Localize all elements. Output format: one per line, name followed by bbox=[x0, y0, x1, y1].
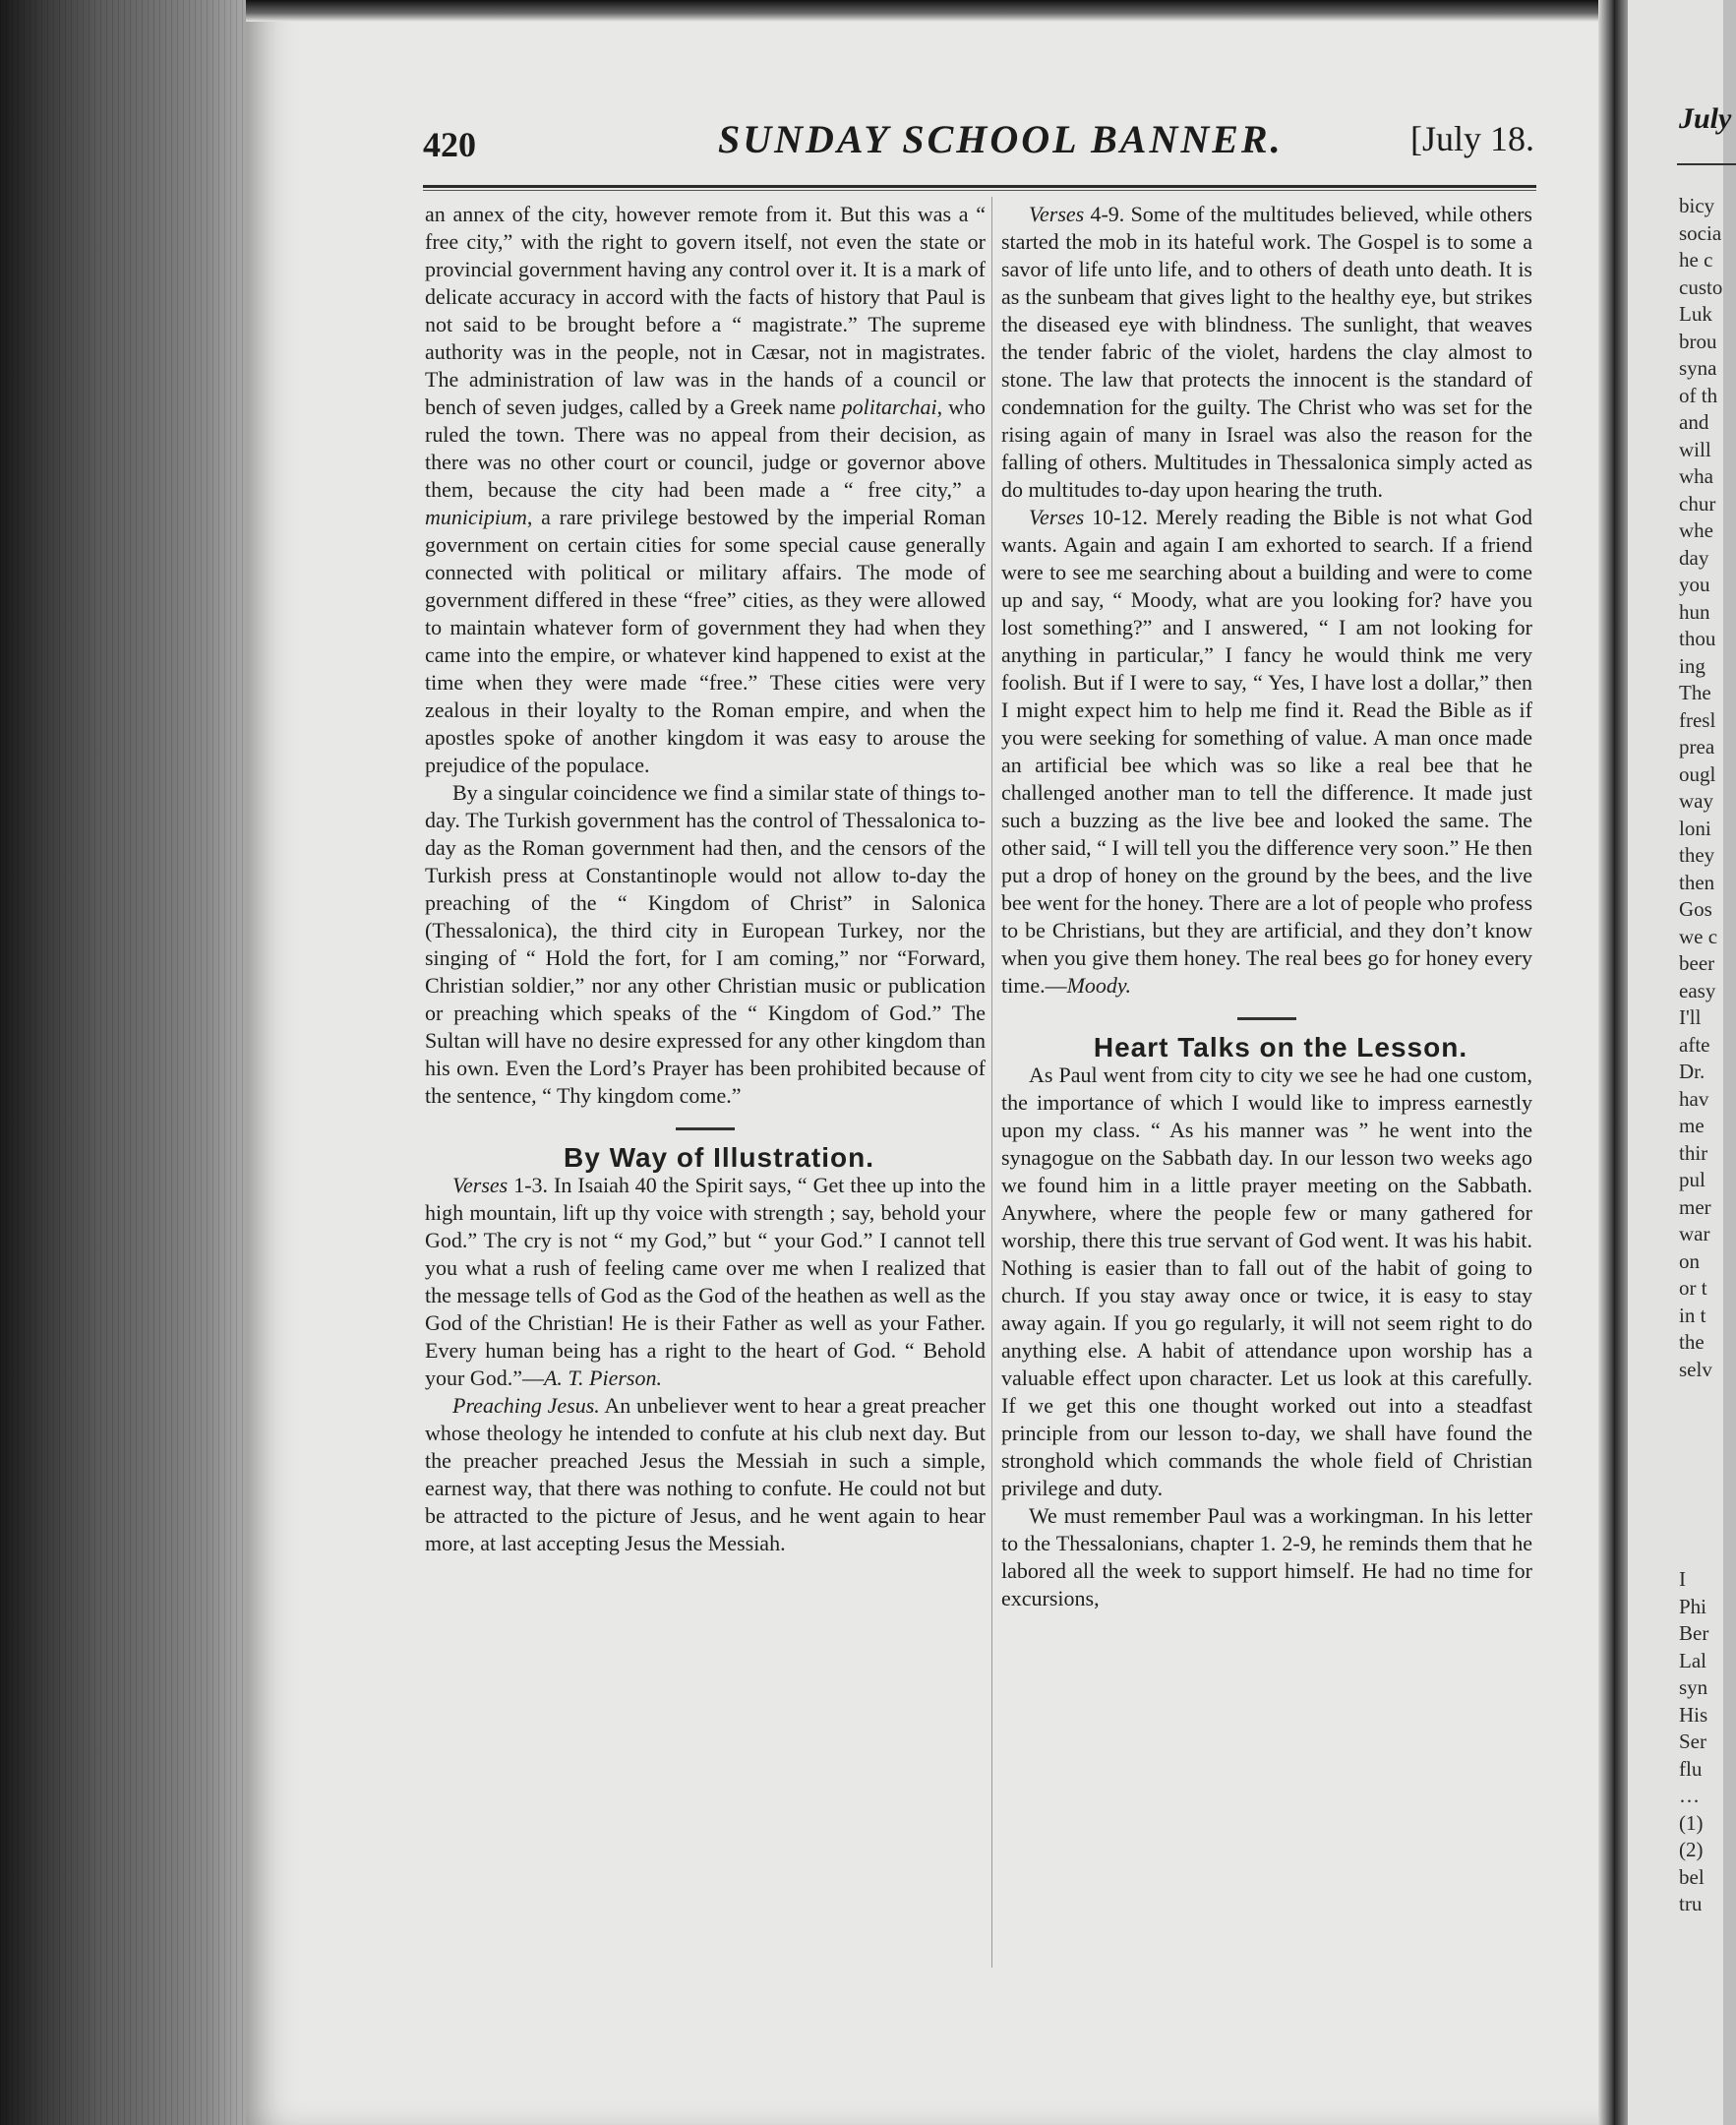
facing-page-line: me bbox=[1679, 1114, 1705, 1137]
facing-page-line: I'll bbox=[1679, 1005, 1702, 1029]
facing-page-line: beer bbox=[1679, 951, 1715, 975]
facing-page-rule bbox=[1677, 163, 1736, 165]
facing-page-lower-line: flu bbox=[1679, 1756, 1703, 1781]
top-shadow bbox=[246, 0, 1618, 22]
paragraph-turkish-government: By a singular coincidence we find a similar state of things to-day. The Turkish government has the control of Thessalonica to-day as the Roman government had then, and the censors of the Turkish press at Constantinople would not allow to-day the preaching of the “ Kingdom of Christ” in Salonica (Thessalonica), the third city in European Turkey, nor the singing of “ Hold the fort, for I am coming,” nor “Forward, Christian soldier,” nor any other Christian music or publication or preaching which speaks of the “ Kingdom of God.” The Sultan will have no desire expressed for any other kingdom than his own. Even the Lord’s Prayer has been prohibited because of the sentence, “ Thy kingdom come.” bbox=[425, 780, 986, 1108]
facing-page-line: we c bbox=[1679, 924, 1718, 948]
section-heading-heart-talks: Heart Talks on the Lesson. bbox=[1093, 1032, 1468, 1062]
facing-page-line: they bbox=[1679, 843, 1715, 867]
facing-page-header: July bbox=[1679, 102, 1732, 135]
facing-page-line: The bbox=[1679, 681, 1711, 704]
facing-page-line: or t bbox=[1679, 1276, 1707, 1300]
paragraph-workingman: We must remember Paul was a workingman. In his letter to the Thessalonians, chapter 1. 2-9, he reminds them that he labored all the week to support himself. He had no time for excursions, bbox=[1001, 1503, 1532, 1610]
header-rule bbox=[423, 185, 1536, 188]
facing-page-line: mer bbox=[1679, 1194, 1711, 1219]
facing-page-line: prea bbox=[1679, 735, 1715, 759]
facing-page-line: he c bbox=[1679, 248, 1713, 272]
facing-page-line: easy bbox=[1679, 978, 1716, 1002]
facing-page-line: war bbox=[1679, 1222, 1710, 1245]
facing-page-line: you bbox=[1679, 573, 1710, 596]
facing-page-line: socia bbox=[1679, 220, 1722, 245]
paragraph-paul-custom: As Paul went from city to city we see he had one custom, the importance of which I would like to impress earnestly upon my class. “ As his manner was ” he went into the synagogue on the Sabbath day. In our lesson two weeks ago we found him in a little prayer meeting on the Sabbath. Anywhere, where the people few or many gathered for worship, there this true servant of God went. It was his habit. Nothing is easier than to fall out of the habit of going to church. If you stay away once or twice, it is easy to stay away again. If you go regularly, it will not seem right to do anything else. A habit of attendance upon worship has a valuable effect upon character. Let us look at this carefully. If we get this one thought worked out into a steadfast principle from our lesson to-day, we shall have found the stronghold which commands the whole field of Christian privilege and duty. bbox=[1001, 1062, 1532, 1500]
left-column bbox=[425, 201, 986, 1557]
facing-page-line: will bbox=[1679, 437, 1711, 461]
facing-page-lower-line: bel bbox=[1679, 1864, 1705, 1889]
facing-page-line: the bbox=[1679, 1330, 1705, 1354]
facing-page-line: brou bbox=[1679, 329, 1717, 353]
facing-page-lower-line: (1) bbox=[1679, 1810, 1704, 1835]
section-heading-illustration: By Way of Illustration. bbox=[564, 1142, 874, 1173]
facing-page-lower-line: … bbox=[1679, 1784, 1700, 1807]
paragraph-verses-4-9: Verses 4-9. Some of the multitudes believed, while others started the mob in its hateful work. The Gospel is to some a savor of life unto life, and to others of death unto death. It is as the sunbeam that gives light to the healthy eye, but strikes the diseased eye with blindness. The sunlight, that weaves the tender fabric of the violet, hardens the clay almost to stone. The law that protects the innocent is the standard of condemnation for the guilty. The Christ who was set for the rising again of many in Israel was also the reason for the falling of others. Multitudes in Thessalonica simply acted as do multitudes to-day upon hearing the truth. bbox=[1001, 202, 1532, 502]
facing-page-line: thou bbox=[1679, 627, 1716, 650]
facing-page-line: on bbox=[1679, 1248, 1700, 1273]
facing-page-line: loni bbox=[1679, 816, 1711, 840]
book-spine-edge bbox=[0, 0, 246, 2125]
publication-title: SUNDAY SCHOOL BANNER. bbox=[718, 117, 1284, 161]
running-header bbox=[423, 116, 1534, 165]
facing-page-line: ougl bbox=[1679, 761, 1716, 786]
facing-page-lower-line: Ber bbox=[1679, 1621, 1709, 1645]
author-moody: Moody. bbox=[1066, 973, 1131, 998]
column-divider bbox=[991, 197, 992, 1968]
page-number: 420 bbox=[423, 125, 476, 164]
book-gutter bbox=[1598, 0, 1628, 2125]
facing-page-line: selv bbox=[1679, 1357, 1712, 1381]
facing-page-text bbox=[1679, 193, 1722, 1383]
facing-page-line: bicy bbox=[1679, 194, 1715, 217]
paragraph-verses-10-12: Verses 10-12. Merely reading the Bible is not what God wants. Again and again I am exhorted to search. If a friend were to see me searching about a building and were to come up and say, “ Moody, what are you looking for? have you lost something?” and I answered, “ I am not looking for anything in particular,” I fancy he would think me very foolish. But if I were to say, “ Yes, I have lost a dollar,” then I might expect him to help me find it. Read the Bible as if you were seeking for something of value. A man once made an artificial bee which was so like a real bee that he challenged another man to tell the difference. It made just such a buzzing as the live bee and looked the same. The other said, “ I will tell you the difference very soon.” He then put a drop of honey on the ground by the bees, and the live bee went for the honey. There are a lot of people who profess to be Christians, but they are artificial, and they don’t know when you give them honey. The real bees go for honey every time.—Moody. bbox=[1001, 505, 1533, 998]
facing-page-line: Dr. bbox=[1679, 1060, 1706, 1083]
term-municipium: municipium bbox=[425, 505, 527, 529]
facing-page-line: pul bbox=[1679, 1168, 1706, 1191]
facing-page-lower-line: tru bbox=[1679, 1892, 1703, 1915]
paragraph-preaching-jesus: Preaching Jesus. An unbeliever went to hear a great preacher whose theology he intended to confute at his club next day. But the preacher preached Jesus the Messiah in such a simple, earnest way, that there was nothing to confute. He could not but be attracted to the picture of Jesus, and he went again to hear more, at last accepting Jesus the Messiah. bbox=[425, 1393, 986, 1555]
facing-page-line: day bbox=[1679, 545, 1709, 570]
facing-page-line: afte bbox=[1679, 1032, 1710, 1057]
author-pierson: A. T. Pierson. bbox=[543, 1366, 662, 1390]
facing-page-lower-line: I bbox=[1679, 1567, 1686, 1591]
paragraph-verses-1-3: Verses 1-3. In Isaiah 40 the Spirit says, “ Get thee up into the high mountain, lift up thy voice with strength ; say, behold your God.” The cry is not “ my God,” but “ your God.” I cannot tell you what a rush of feeling came over me when I realized that the message tells of God as the God of the heathen as well as the God of the Christian! He is their Father as well as your Father. Every human being has a right to the heart of God. “ Behold your God.”—A. T. Pierson. bbox=[425, 1173, 987, 1390]
facing-page-line: then bbox=[1679, 870, 1715, 894]
facing-page-line: ing bbox=[1679, 653, 1706, 678]
section-rule bbox=[1237, 1017, 1296, 1020]
facing-page-lower-line: (2) bbox=[1679, 1838, 1704, 1861]
facing-page-text-lower bbox=[1679, 1566, 1708, 1918]
facing-page-lower-line: Ser bbox=[1679, 1730, 1706, 1753]
facing-page-line: hav bbox=[1679, 1086, 1709, 1111]
facing-page-line: Luk bbox=[1679, 302, 1712, 326]
facing-page-lower-line: Phi bbox=[1679, 1594, 1707, 1618]
facing-page-line: wha bbox=[1679, 464, 1713, 488]
page-edges bbox=[0, 0, 246, 2125]
facing-page-line: fresl bbox=[1679, 707, 1716, 732]
facing-page-lower-line: Lal bbox=[1679, 1648, 1706, 1672]
facing-page-line: way bbox=[1679, 789, 1713, 813]
facing-page-line: chur bbox=[1679, 491, 1716, 516]
right-column bbox=[1001, 201, 1532, 1612]
facing-page-line: syna bbox=[1679, 356, 1717, 380]
paragraph-free-city: an annex of the city, however remote from it. But this was a “ free city,” with the right to govern itself, not even the state or provincial government having any control over it. It is a mark of delicate accuracy in accord with the facts of history that Paul is not said to be brought before a “ magistrate.” The supreme authority was in the people, not in Cæsar, not in magistrates. The administration of law was in the hands of a council or bench of seven judges, called by a Greek name politarchai, who ruled the town. There was no appeal from their decision, as there was no other court or council, judge or governor above them, because the city had been made a “ free city,” a municipium, a rare privilege bestowed by the imperial Roman government on certain cities for some special cause generally connected with political or military affairs. The mode of government differed in these “free” cities, as they were allowed to maintain whatever form of government they had when they came into the empire, or whatever kind happened to exist at the time when they were made “free.” These cities were very zealous in their loyalty to the Roman empire, and when the apostles spoke of another kingdom it was easy to arouse the prejudice of the populace. bbox=[425, 202, 986, 777]
section-rule bbox=[676, 1127, 735, 1130]
term-politarchai: politarchai bbox=[841, 395, 937, 419]
facing-page-line: thir bbox=[1679, 1140, 1708, 1165]
facing-page-lower-line: syn bbox=[1679, 1675, 1708, 1699]
facing-page-line: custo bbox=[1679, 274, 1723, 299]
issue-date: [July 18. bbox=[1410, 119, 1534, 158]
facing-page-fragment bbox=[1628, 0, 1732, 2125]
header-rule-thin bbox=[423, 190, 1536, 191]
facing-page-line: of th bbox=[1679, 383, 1718, 407]
facing-page-line: in t bbox=[1679, 1303, 1706, 1327]
facing-page-line: Gos bbox=[1679, 897, 1712, 921]
facing-page-line: whe bbox=[1679, 518, 1713, 542]
facing-page-line: hun bbox=[1679, 599, 1710, 624]
facing-page-line: and bbox=[1679, 410, 1709, 434]
facing-page-lower-line: His bbox=[1679, 1702, 1708, 1727]
